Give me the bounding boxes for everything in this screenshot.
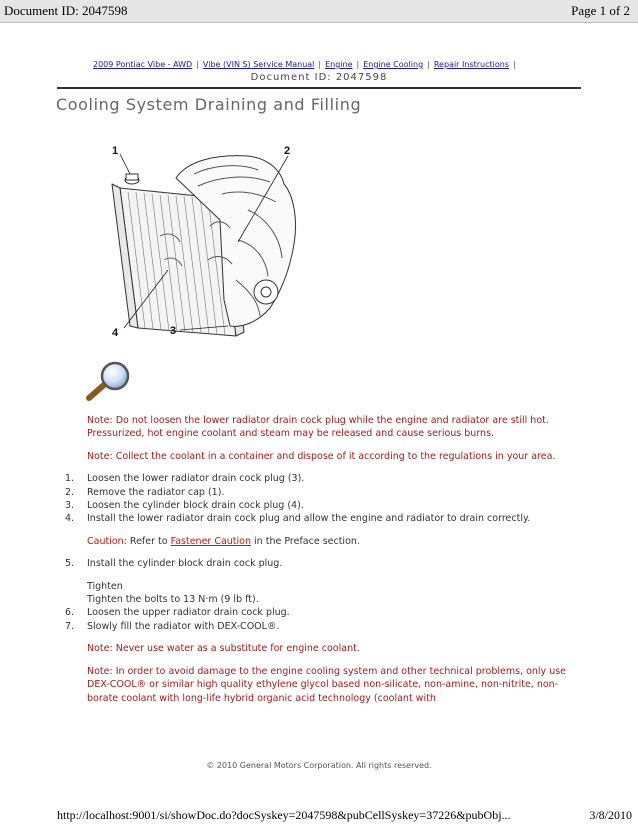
tighten-spec: Tighten the bolts to 13 N·m (9 lb ft). [87, 594, 259, 606]
list-item [65, 486, 579, 499]
breadcrumb-link-vehicle[interactable]: 2009 Pontiac Vibe - AWD [93, 60, 193, 69]
breadcrumb-separator: | [513, 60, 516, 69]
caution-fastener [87, 535, 579, 548]
copyright: © 2010 General Motors Corporation. All rights reserved. [206, 761, 432, 770]
print-header [0, 0, 638, 23]
document-id: Document ID: 2047598 [250, 72, 388, 83]
callout-3: 3 [170, 325, 177, 337]
print-footer [57, 808, 632, 823]
print-footer-url: http://localhost:9001/si/showDoc.do?docSyskey=2047598&pubCellSyskey=37226&pubObj... [57, 808, 511, 822]
engine-radiator-diagram [98, 140, 308, 345]
print-footer-date: 3/8/2010 [589, 808, 632, 822]
note-dex-cool: Note: In order to avoid damage to the engine cooling system and other technical problems, only use DEX-COOL® or similar high quality ethylene glycol based non-silicate, non-amine, non-nitrite, non-borate coolant with long-life hybrid organic acid technology (coolant with [87, 665, 567, 704]
note-dispose-coolant: Note: Collect the coolant in a container and dispose of it according to the regulations in your area. [87, 450, 556, 462]
fastener-caution-link[interactable]: Fastener Caution [170, 535, 252, 547]
callout-2: 2 [284, 145, 291, 157]
list-item [65, 472, 579, 485]
spacer [87, 526, 579, 535]
step-number: 6. [65, 607, 75, 619]
step-number: 7. [65, 620, 75, 632]
spacer [87, 571, 579, 580]
callout-1: 1 [112, 145, 119, 157]
magnifier-icon[interactable] [83, 360, 135, 404]
list-item [65, 557, 579, 570]
caution-label: Caution: [87, 535, 127, 547]
list-item [65, 512, 579, 525]
step-number: 2. [65, 486, 75, 498]
list-item [65, 606, 579, 619]
breadcrumb-separator: | [356, 60, 360, 69]
callout-4: 4 [112, 327, 119, 339]
page-title: Cooling System Draining and Filling [56, 95, 362, 114]
step-text: Loosen the cylinder block drain cock plug (4). [87, 500, 304, 512]
list-item [65, 499, 579, 512]
step-number: 5. [65, 558, 75, 570]
breadcrumb-separator: | [196, 60, 199, 69]
list-item [65, 620, 579, 633]
step-number: 1. [65, 473, 75, 485]
step-text: Loosen the upper radiator drain cock plug. [87, 607, 290, 619]
spacer [87, 633, 579, 642]
step-number: 4. [65, 513, 75, 525]
breadcrumb-link-engine-cooling[interactable]: Engine Cooling [363, 60, 424, 69]
tighten-title: Tighten [87, 580, 123, 592]
step-text: Slowly fill the radiator with DEX-COOL®. [87, 620, 280, 632]
print-header-doc-id: Document ID: 2047598 [4, 3, 128, 18]
caution-text-before: Refer to [129, 535, 168, 547]
step-text: Remove the radiator cap (1). [87, 486, 225, 498]
step-number: 3. [65, 500, 75, 512]
breadcrumb-link-repair-instructions[interactable]: Repair Instructions [433, 60, 509, 69]
breadcrumb-separator: | [318, 60, 322, 69]
procedure-content [65, 414, 579, 714]
breadcrumb-separator: | [427, 60, 430, 69]
print-header-page: Page 1 of 2 [571, 3, 630, 18]
caution-text-after: in the Preface section. [254, 535, 360, 547]
note-hot-engine: Note: Do not loosen the lower radiator drain cock plug while the engine and radiator are still hot. Pressurized, hot engine coolant and steam may be released and cause serious burns. [87, 415, 549, 440]
step-text: Install the cylinder block drain cock plug. [87, 558, 283, 570]
breadcrumb [93, 60, 613, 69]
step-text: Loosen the lower radiator drain cock plug (3). [87, 473, 305, 485]
step-text: Install the lower radiator drain cock plug and allow the engine and radiator to drain correctly. [87, 513, 531, 525]
breadcrumb-link-engine[interactable]: Engine [325, 60, 353, 69]
breadcrumb-link-manual[interactable]: Vibe (VIN S) Service Manual [202, 60, 315, 69]
note-no-water: Note: Never use water as a substitute for engine coolant. [87, 643, 360, 655]
title-divider [57, 87, 581, 89]
